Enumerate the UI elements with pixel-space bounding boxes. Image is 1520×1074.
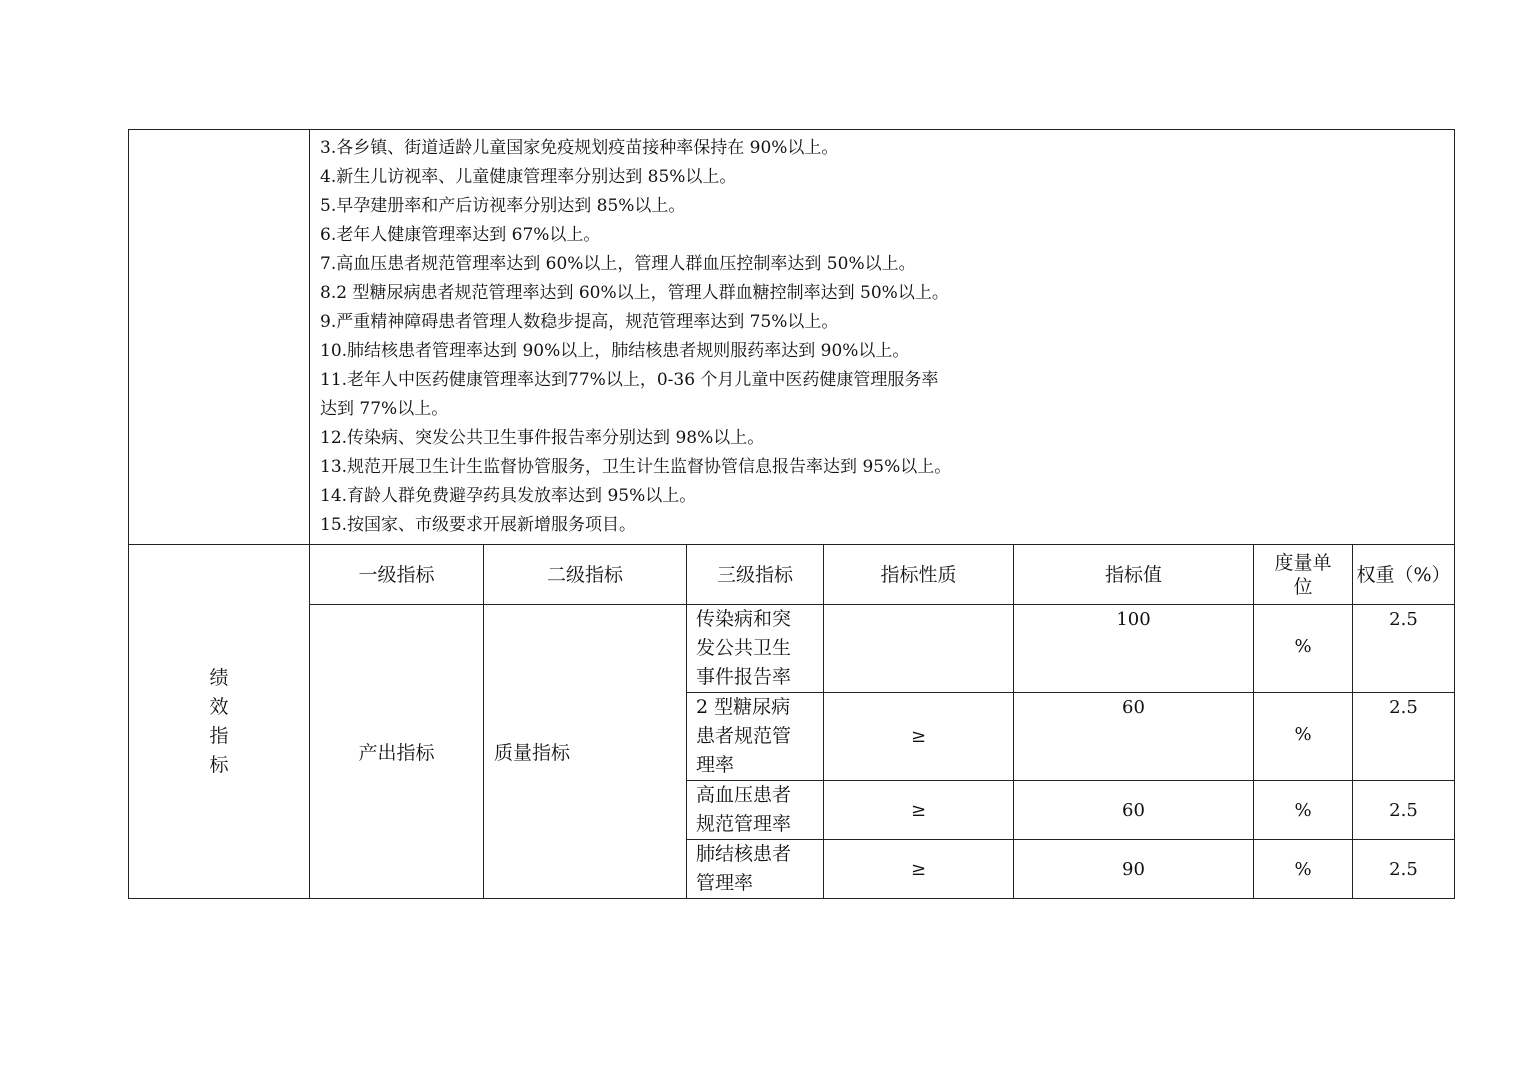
unit-value: % <box>1254 781 1353 840</box>
section-label-performance <box>129 545 310 899</box>
level3-line: 肺结核患者 <box>696 843 792 865</box>
weight-value: 2.5 <box>1353 605 1455 693</box>
level3-value <box>687 781 824 840</box>
goal-line: 14.育龄人群免费避孕药具发放率达到 95%以上。 <box>320 486 697 506</box>
performance-table <box>128 129 1455 899</box>
goal-line: 11.老年人中医药健康管理率达到77%以上，0-36 个月儿童中医药健康管理服务率 <box>320 370 939 390</box>
performance-table-sheet <box>128 129 1454 899</box>
level3-line: 2 型糖尿病 <box>696 696 791 718</box>
weight-value: 2.5 <box>1353 840 1455 899</box>
section-label-char: 指 <box>209 724 229 747</box>
unit-value: % <box>1254 840 1353 899</box>
goal-line: 9.严重精神障碍患者管理人数稳步提高，规范管理率达到 75%以上。 <box>320 312 839 332</box>
indicator-value: 60 <box>1014 781 1254 840</box>
goal-line: 3.各乡镇、街道适龄儿童国家免疫规划疫苗接种率保持在 90%以上。 <box>320 138 839 158</box>
section-label-char: 效 <box>209 695 229 718</box>
level3-line: 高血压患者 <box>696 784 792 806</box>
goal-line: 10.肺结核患者管理率达到 90%以上，肺结核患者规则服药率达到 90%以上。 <box>320 341 910 361</box>
unit-value: % <box>1254 693 1353 781</box>
level3-line: 事件报告率 <box>696 666 792 688</box>
level1-value: 产出指标 <box>310 605 484 899</box>
header-value: 指标值 <box>1014 545 1254 605</box>
nature-value <box>824 605 1014 693</box>
nature-value: ≥ <box>824 693 1014 781</box>
level2-value: 质量指标 <box>484 605 687 899</box>
header-unit-line: 位 <box>1293 575 1313 598</box>
goal-line: 4.新生儿访视率、儿童健康管理率分别达到 85%以上。 <box>320 167 737 187</box>
goal-line: 7.高血压患者规范管理率达到 60%以上，管理人群血压控制率达到 50%以上。 <box>320 254 916 274</box>
weight-value: 2.5 <box>1353 781 1455 840</box>
level3-value <box>687 605 824 693</box>
section-label-char: 标 <box>209 753 229 776</box>
weight-value: 2.5 <box>1353 693 1455 781</box>
header-weight: 权重（%） <box>1353 545 1455 605</box>
goals-row <box>129 130 1455 545</box>
nature-value: ≥ <box>824 781 1014 840</box>
header-row <box>129 545 1455 605</box>
table-row <box>129 605 1455 693</box>
goals-cell <box>310 130 1455 545</box>
level3-line: 规范管理率 <box>696 813 792 835</box>
indicator-value: 90 <box>1014 840 1254 899</box>
goal-line: 6.老年人健康管理率达到 67%以上。 <box>320 225 601 245</box>
goal-line: 达到 77%以上。 <box>320 399 449 419</box>
header-level2: 二级指标 <box>484 545 687 605</box>
level3-value <box>687 693 824 781</box>
level3-line: 传染病和突 <box>696 608 792 630</box>
unit-value: % <box>1254 605 1353 693</box>
goal-line: 13.规范开展卫生计生监督协管服务，卫生计生监督协管信息报告率达到 95%以上。 <box>320 457 952 477</box>
goals-side-cell <box>129 130 310 545</box>
level3-line: 患者规范管 <box>696 725 792 747</box>
level3-line: 发公共卫生 <box>696 637 792 659</box>
section-label-char: 绩 <box>209 666 229 689</box>
goal-line: 5.早孕建册率和产后访视率分别达到 85%以上。 <box>320 196 686 216</box>
header-level1: 一级指标 <box>310 545 484 605</box>
goal-line: 12.传染病、突发公共卫生事件报告率分别达到 98%以上。 <box>320 428 765 448</box>
goal-line: 15.按国家、市级要求开展新增服务项目。 <box>320 515 637 535</box>
level3-line: 管理率 <box>696 872 754 894</box>
level3-value <box>687 840 824 899</box>
header-level3: 三级指标 <box>687 545 824 605</box>
nature-value: ≥ <box>824 840 1014 899</box>
header-nature: 指标性质 <box>824 545 1014 605</box>
indicator-value: 60 <box>1014 693 1254 781</box>
goal-line: 8.2 型糖尿病患者规范管理率达到 60%以上，管理人群血糖控制率达到 50%以上。 <box>320 283 949 303</box>
header-unit-line: 度量单 <box>1274 551 1332 574</box>
indicator-value: 100 <box>1014 605 1254 693</box>
header-unit <box>1254 545 1353 605</box>
level3-line: 理率 <box>696 754 735 776</box>
